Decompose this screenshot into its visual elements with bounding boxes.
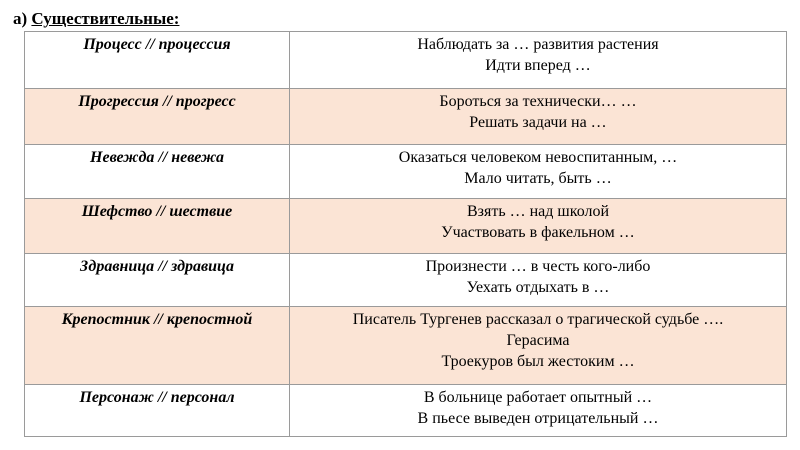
sentence-cell bbox=[290, 145, 787, 199]
table-row bbox=[25, 89, 787, 145]
word-pairs-table bbox=[24, 31, 787, 437]
sentence-line: Оказаться человеком невоспитанным, … bbox=[398, 149, 678, 166]
table-row bbox=[25, 145, 787, 199]
section-heading bbox=[13, 8, 179, 30]
sentence-line: Герасима bbox=[506, 332, 570, 349]
sentence-cell bbox=[290, 199, 787, 254]
word-pair-cell: Шефство // шествие bbox=[25, 199, 290, 254]
sentence-line: Уехать отдыхать в … bbox=[466, 279, 610, 296]
table-row bbox=[25, 307, 787, 385]
sentence-line: Мало читать, быть … bbox=[464, 170, 612, 187]
sentence-line: Произнести … в честь кого-либо bbox=[425, 258, 651, 275]
sentence-line: В больнице работает опытный … bbox=[423, 389, 653, 406]
sentence-cell bbox=[290, 89, 787, 145]
sentence-line: Решать задачи на … bbox=[469, 114, 607, 131]
sentence-line: Троекуров был жестоким … bbox=[441, 353, 635, 370]
sentence-line: В пьесе выведен отрицательный … bbox=[417, 410, 659, 427]
word-pair-cell: Невежда // невежа bbox=[25, 145, 290, 199]
word-pair-cell: Процесс // процессия bbox=[25, 32, 290, 89]
sentence-cell bbox=[290, 32, 787, 89]
word-pair-cell: Прогрессия // прогресс bbox=[25, 89, 290, 145]
table-row bbox=[25, 199, 787, 254]
section-heading-prefix: а) bbox=[13, 9, 32, 28]
sentence-line: Идти вперед … bbox=[485, 57, 591, 74]
word-pair-cell: Крепостник // крепостной bbox=[25, 307, 290, 385]
table-row bbox=[25, 32, 787, 89]
sentence-cell bbox=[290, 254, 787, 307]
sentence-line: Взять … над школой bbox=[466, 203, 610, 220]
sentence-line: Писатель Тургенев рассказал о трагической судьбе …. bbox=[352, 311, 724, 328]
table-row bbox=[25, 385, 787, 437]
sentence-cell bbox=[290, 307, 787, 385]
table-row bbox=[25, 254, 787, 307]
sentence-cell bbox=[290, 385, 787, 437]
word-pair-cell: Здравница // здравица bbox=[25, 254, 290, 307]
sentence-line: Бороться за технически… … bbox=[439, 93, 637, 110]
sentence-line: Наблюдать за … развития растения bbox=[417, 36, 659, 53]
section-heading-title: Существительные: bbox=[31, 9, 180, 28]
word-pair-cell: Персонаж // персонал bbox=[25, 385, 290, 437]
sentence-line: Участвовать в факельном … bbox=[441, 224, 635, 241]
